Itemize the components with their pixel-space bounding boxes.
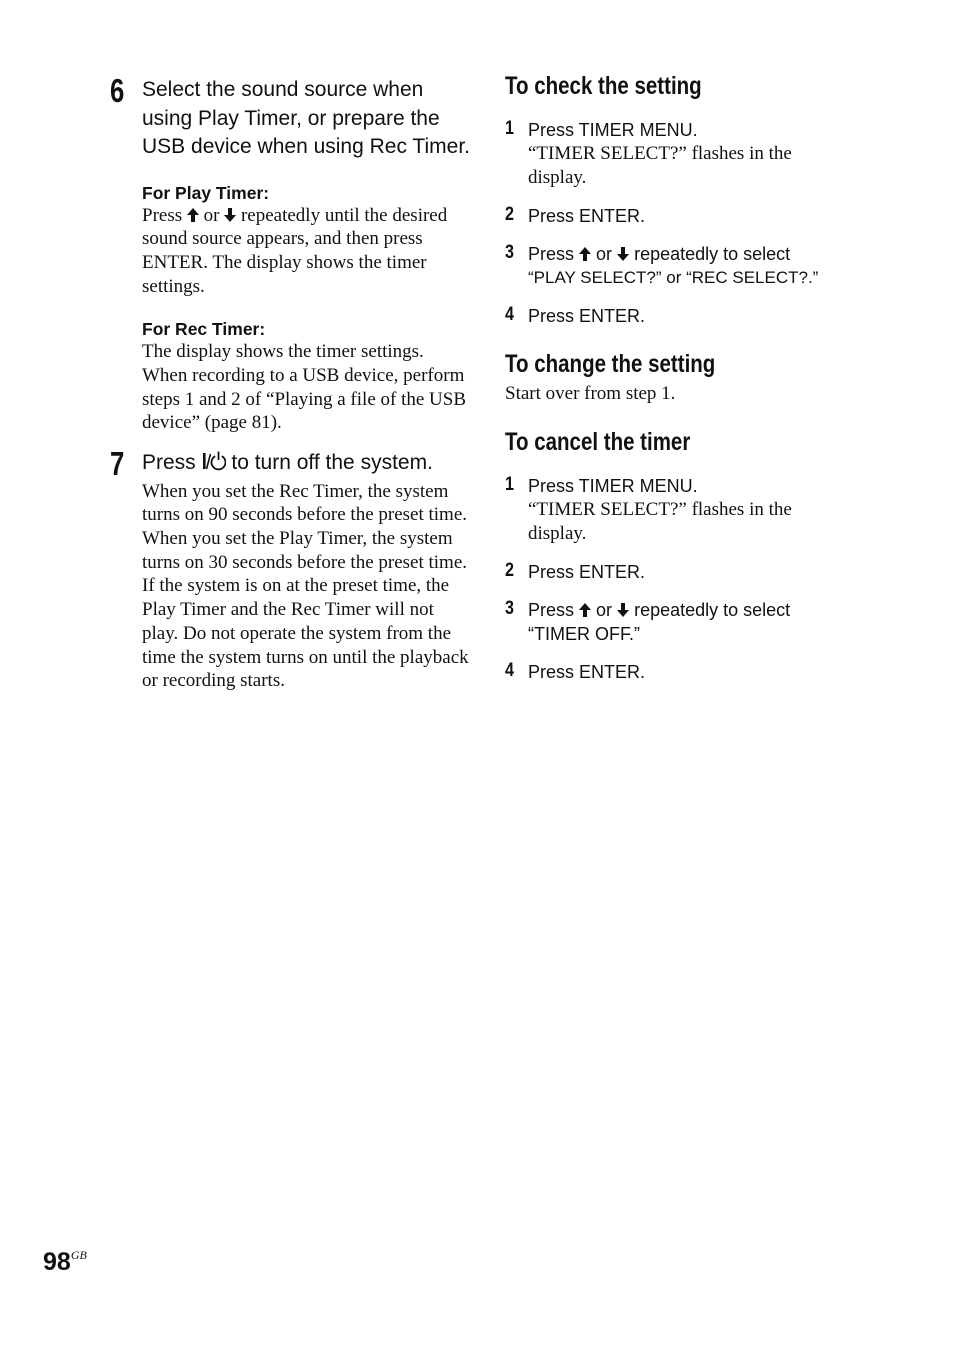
- page-number-value: 98: [43, 1248, 71, 1276]
- check-step-3: [505, 242, 835, 290]
- cancel-timer-title: To cancel the timer: [505, 428, 691, 456]
- cancel-step-3-text: [528, 598, 835, 622]
- step-7-rest: to turn off the system.: [231, 451, 433, 475]
- power-standby-icon: [202, 450, 226, 472]
- cancel-step-2: [505, 560, 835, 584]
- check-setting-title: To check the setting: [505, 72, 702, 100]
- play-press: Press: [142, 204, 183, 226]
- check-step-2-text: Press ENTER.: [528, 206, 646, 226]
- cancel-step-3-number: 3: [505, 598, 514, 619]
- right-column: [505, 70, 835, 684]
- cancel-step-4-text: Press ENTER.: [528, 662, 646, 682]
- page-number: [43, 1248, 87, 1277]
- step-7-text: [142, 449, 470, 478]
- up-arrow-icon: [187, 208, 199, 222]
- cancel-step-2-text: Press ENTER.: [528, 562, 646, 582]
- check-step-2: [505, 204, 835, 228]
- play-timer-heading: For Play Timer:: [142, 182, 270, 203]
- rec-timer-body: The display shows the timer settings. When recording to a USB device, perform steps 1 and 2 of “Playing a file of the USB device” (page 81).: [142, 341, 467, 434]
- check-step-1: [505, 118, 835, 190]
- down-arrow-icon: [224, 208, 236, 222]
- change-setting-title: To change the setting: [505, 350, 716, 378]
- down-arrow-icon: [617, 603, 629, 617]
- change-setting-body: Start over from step 1.: [505, 383, 676, 404]
- step-7-para-2: If the system is on at the preset time, the Play Timer and the Rec Timer will not play. Do not operate the system from the time the system turns on until the playback or recording starts.: [142, 575, 469, 692]
- page-number-suffix: GB: [70, 1248, 87, 1262]
- cancel-step-3: [505, 598, 835, 646]
- step-7-press: Press: [142, 451, 196, 475]
- check-step-3-text: [528, 242, 835, 266]
- step-6-number: 6: [110, 72, 125, 109]
- check-step-3-or: or: [596, 244, 613, 264]
- check-step-3-rest: repeatedly to select: [634, 244, 791, 264]
- cancel-step-3-press: Press: [528, 600, 575, 620]
- check-step-4-number: 4: [505, 304, 514, 325]
- cancel-step-4: [505, 660, 835, 684]
- play-body-rest: repeatedly until the desired sound source appears, and then press ENTER. The display shows the timer settings.: [142, 204, 448, 297]
- up-arrow-icon: [579, 247, 591, 261]
- check-step-3-line-2: “PLAY SELECT?” or “REC SELECT?.”: [528, 268, 819, 287]
- left-column: [110, 72, 470, 693]
- check-step-4-text: Press ENTER.: [528, 306, 646, 326]
- rec-timer-heading: For Rec Timer:: [142, 319, 266, 340]
- step-6: [110, 72, 470, 435]
- step-7: [110, 445, 470, 693]
- play-or: or: [203, 204, 220, 226]
- cancel-step-2-number: 2: [505, 560, 514, 581]
- check-step-3-press: Press: [528, 244, 575, 264]
- cancel-step-1-number: 1: [505, 474, 514, 495]
- down-arrow-icon: [617, 247, 629, 261]
- step-7-para-1: When you set the Rec Timer, the system turns on 90 seconds before the preset time. When you set the Play Timer, the system turns on 30 seconds before the preset time.: [142, 480, 468, 573]
- check-step-1-note: “TIMER SELECT?” flashes in the display.: [528, 143, 792, 188]
- check-step-3-number: 3: [505, 242, 514, 263]
- up-arrow-icon: [579, 603, 591, 617]
- cancel-step-3-rest: repeatedly to select: [634, 600, 791, 620]
- cancel-step-3-or: or: [596, 600, 613, 620]
- step-6-text: Select the sound source when using Play Timer, or prepare the USB device when using Rec Timer.: [142, 78, 470, 158]
- check-step-2-number: 2: [505, 204, 514, 225]
- step-7-number: 7: [110, 445, 125, 483]
- play-timer-body: [142, 204, 470, 299]
- cancel-step-3-line-2: “TIMER OFF.”: [528, 624, 640, 644]
- cancel-step-1-text: Press TIMER MENU.: [528, 476, 698, 496]
- check-step-1-text: Press TIMER MENU.: [528, 120, 698, 140]
- cancel-step-4-number: 4: [505, 660, 514, 681]
- check-step-1-number: 1: [505, 118, 514, 139]
- cancel-step-1-note: “TIMER SELECT?” flashes in the display.: [528, 499, 792, 544]
- cancel-step-1: [505, 474, 835, 546]
- check-step-4: [505, 304, 835, 328]
